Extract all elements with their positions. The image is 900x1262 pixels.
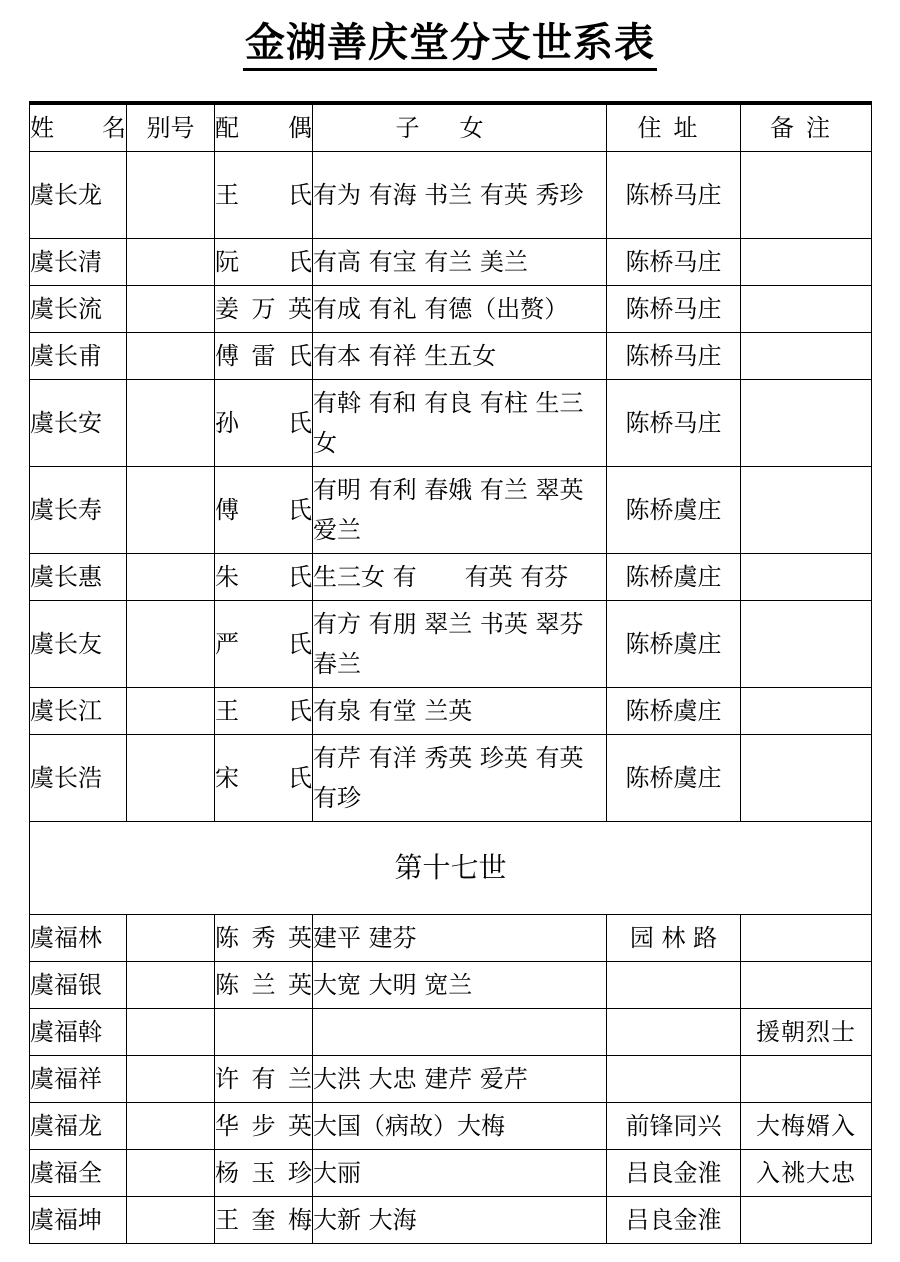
person-note [741,554,872,601]
person-children [313,1009,607,1056]
header-note: 备注 [741,103,872,152]
person-name: 虞福全 [30,1150,127,1197]
person-alias [127,735,215,822]
person-spouse: 许有兰 [215,1056,313,1103]
table-row [30,333,872,380]
table-row [30,962,872,1009]
person-alias [127,1197,215,1244]
person-name: 虞福龙 [30,1103,127,1150]
person-note [741,688,872,735]
person-note [741,1056,872,1103]
person-address: 陈桥马庄 [607,380,741,467]
person-spouse: 姜万英 [215,286,313,333]
person-children: 有明 有利 春娥 有兰 翠英 爱兰 [313,467,607,554]
person-note [741,915,872,962]
person-note [741,467,872,554]
person-children: 有芹 有洋 秀英 珍英 有英 有珍 [313,735,607,822]
person-spouse: 傅雷氏 [215,333,313,380]
person-note: 入祧大忠 [741,1150,872,1197]
person-alias [127,239,215,286]
person-name: 虞长清 [30,239,127,286]
person-alias [127,333,215,380]
person-name: 虞长安 [30,380,127,467]
person-spouse: 陈秀英 [215,915,313,962]
table-row [30,735,872,822]
person-spouse: 杨玉珍 [215,1150,313,1197]
header-children: 子女 [313,103,607,152]
header-row [30,103,872,152]
person-name: 虞长惠 [30,554,127,601]
table-row [30,239,872,286]
person-alias [127,601,215,688]
person-note [741,152,872,239]
person-address [607,1056,741,1103]
person-alias [127,962,215,1009]
person-spouse: 王奎梅 [215,1197,313,1244]
person-children: 有高 有宝 有兰 美兰 [313,239,607,286]
person-address: 陈桥马庄 [607,286,741,333]
person-alias [127,286,215,333]
person-alias [127,915,215,962]
table-row [30,286,872,333]
person-address: 陈桥虞庄 [607,467,741,554]
person-note: 援朝烈士 [741,1009,872,1056]
table-row [30,1197,872,1244]
person-note [741,286,872,333]
person-note [741,735,872,822]
person-name: 虞福林 [30,915,127,962]
person-address: 园 林 路 [607,915,741,962]
table-row [30,688,872,735]
person-spouse: 阮氏 [215,239,313,286]
person-spouse: 宋氏 [215,735,313,822]
person-name: 虞福银 [30,962,127,1009]
person-children: 生三女 有 有英 有芬 [313,554,607,601]
person-name: 虞长寿 [30,467,127,554]
genealogy-table [29,101,872,1244]
person-address: 陈桥马庄 [607,333,741,380]
person-spouse: 朱氏 [215,554,313,601]
person-note [741,962,872,1009]
person-children: 大丽 [313,1150,607,1197]
header-alias: 别号 [127,103,215,152]
person-note [741,239,872,286]
person-alias [127,380,215,467]
person-name: 虞长友 [30,601,127,688]
table-row [30,601,872,688]
person-name: 虞福祥 [30,1056,127,1103]
person-alias [127,1103,215,1150]
person-children: 有泉 有堂 兰英 [313,688,607,735]
person-name: 虞长龙 [30,152,127,239]
person-name: 虞长浩 [30,735,127,822]
document-title: 金湖善庆堂分支世系表 [0,18,900,68]
person-children: 大宽 大明 宽兰 [313,962,607,1009]
person-children: 大新 大海 [313,1197,607,1244]
person-alias [127,152,215,239]
generation-row [30,822,872,915]
person-note: 大梅婿入 [741,1103,872,1150]
person-name: 虞长甫 [30,333,127,380]
person-note [741,333,872,380]
person-children: 有为 有海 书兰 有英 秀珍 [313,152,607,239]
table-row [30,1056,872,1103]
person-alias [127,1009,215,1056]
person-children: 有本 有祥 生五女 [313,333,607,380]
person-spouse: 王氏 [215,688,313,735]
table-row [30,1103,872,1150]
person-spouse: 王氏 [215,152,313,239]
person-note [741,1197,872,1244]
person-children: 大洪 大忠 建芹 爱芹 [313,1056,607,1103]
person-address: 陈桥马庄 [607,239,741,286]
person-address: 陈桥虞庄 [607,735,741,822]
table-row [30,1009,872,1056]
person-name: 虞福坤 [30,1197,127,1244]
generation-label: 第十七世 [30,822,872,915]
person-alias [127,1056,215,1103]
table-row [30,380,872,467]
table-row [30,1150,872,1197]
person-spouse: 陈兰英 [215,962,313,1009]
person-address: 陈桥虞庄 [607,554,741,601]
table-row [30,152,872,239]
person-alias [127,467,215,554]
person-address: 陈桥虞庄 [607,688,741,735]
person-note [741,601,872,688]
person-name: 虞福斡 [30,1009,127,1056]
person-address: 吕良金淮 [607,1197,741,1244]
person-children: 有斡 有和 有良 有柱 生三女 [313,380,607,467]
person-spouse: 严氏 [215,601,313,688]
person-spouse: 孙氏 [215,380,313,467]
person-note [741,380,872,467]
person-name: 虞长江 [30,688,127,735]
header-spouse: 配偶 [215,103,313,152]
person-children: 建平 建芬 [313,915,607,962]
person-spouse [215,1009,313,1056]
table-row [30,467,872,554]
table-row [30,554,872,601]
person-children: 有成 有礼 有德（出赘） [313,286,607,333]
person-address: 吕良金淮 [607,1150,741,1197]
person-spouse: 傅氏 [215,467,313,554]
person-alias [127,688,215,735]
person-children: 有方 有朋 翠兰 书英 翠芬 春兰 [313,601,607,688]
header-address: 住址 [607,103,741,152]
person-address: 陈桥虞庄 [607,601,741,688]
person-spouse: 华步英 [215,1103,313,1150]
header-name: 姓名 [30,103,127,152]
table-row [30,915,872,962]
person-address [607,962,741,1009]
person-children: 大国（病故）大梅 [313,1103,607,1150]
person-alias [127,1150,215,1197]
person-alias [127,554,215,601]
person-name: 虞长流 [30,286,127,333]
person-address: 陈桥马庄 [607,152,741,239]
person-address: 前锋同兴 [607,1103,741,1150]
person-address [607,1009,741,1056]
